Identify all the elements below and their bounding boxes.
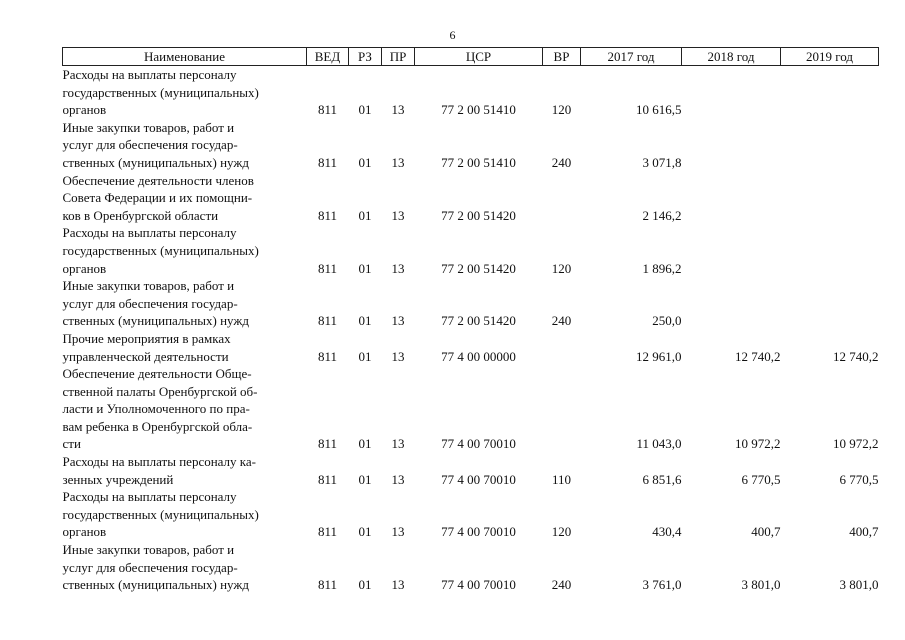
cell-csr: 77 2 00 51420 [441,260,516,276]
header-2019: 2019 год [781,48,879,66]
cell-rz: 01 [358,577,372,593]
cell-csr: 77 4 00 70010 [441,471,516,487]
cell-name: Расходы на выплаты персоналу государственных (муниципальных) органов [62,489,259,540]
cell-name: Расходы на выплаты персоналу государственных (муниципальных) органов [62,225,259,276]
header-name: Наименование [63,48,307,66]
header-ved: ВЕД [307,48,349,66]
cell-rz: 01 [358,471,372,487]
cell-rz: 01 [358,524,372,540]
cell-csr: 77 4 00 70010 [441,436,516,452]
cell-2019 [781,66,879,119]
cell-2018: 400,7 [751,524,781,540]
cell-pr: 13 [391,313,405,329]
cell-2019: 10 972,2 [833,436,879,452]
cell-2019: 400,7 [849,524,879,540]
header-2017: 2017 год [581,48,682,66]
cell-ved: 811 [317,524,338,540]
cell-name: Иные закупки товаров, работ и услуг для обеспечения государ- ственных (муниципальных) нужд [62,278,249,329]
table-row [63,453,879,488]
table-row [63,277,879,330]
cell-name: Иные закупки товаров, работ и услуг для обеспечения государ- ственных (муниципальных) нужд [62,119,249,170]
cell-2017: 6 851,6 [642,471,682,487]
cell-pr: 13 [391,102,405,118]
table-row [63,119,879,172]
cell-rz: 01 [358,154,372,170]
cell-pr: 13 [391,260,405,276]
cell-vr: 120 [551,102,572,118]
cell-2019 [781,119,879,172]
cell-csr: 77 2 00 51420 [441,313,516,329]
table-header-row [63,48,879,66]
cell-vr: 240 [551,313,572,329]
table-body [63,66,879,594]
cell-2017: 3 761,0 [642,577,682,593]
cell-ved: 811 [317,313,338,329]
cell-rz: 01 [358,436,372,452]
table-row [63,541,879,594]
cell-2019 [781,224,879,277]
cell-vr: 240 [551,577,572,593]
cell-2018: 3 801,0 [741,577,781,593]
cell-name: Расходы на выплаты персоналу государственных (муниципальных) органов [62,67,259,118]
cell-rz: 01 [358,260,372,276]
cell-2017: 3 071,8 [642,154,682,170]
cell-ved: 811 [317,207,338,223]
cell-ved: 811 [317,436,338,452]
cell-name: Прочие мероприятия в рамках управленческой деятельности [62,330,231,364]
cell-name: Иные закупки товаров, работ и услуг для обеспечения государ- ственных (муниципальных) нужд [62,542,249,593]
cell-csr: 77 4 00 00000 [441,348,516,364]
cell-pr: 13 [391,577,405,593]
cell-2018: 10 972,2 [735,436,781,452]
cell-2018 [682,172,781,225]
table-row [63,66,879,119]
cell-ved: 811 [317,260,338,276]
cell-name: Обеспечение деятельности членов Совета Федерации и их помощни- ков в Оренбургской области [62,172,254,223]
cell-rz: 01 [358,348,372,364]
cell-vr [543,365,581,453]
cell-csr: 77 2 00 51410 [441,154,516,170]
cell-vr: 240 [551,154,572,170]
cell-pr: 13 [391,348,405,364]
cell-2018 [682,277,781,330]
cell-pr: 13 [391,524,405,540]
header-vr: ВР [543,48,581,66]
cell-ved: 811 [317,348,338,364]
cell-2017: 11 043,0 [636,436,682,452]
cell-ved: 811 [317,154,338,170]
cell-2017: 12 961,0 [636,348,682,364]
cell-csr: 77 2 00 51410 [441,102,516,118]
cell-vr: 120 [551,524,572,540]
cell-2017: 10 616,5 [636,102,682,118]
cell-2018 [682,224,781,277]
cell-vr: 120 [551,260,572,276]
cell-csr: 77 4 00 70010 [441,577,516,593]
header-2018: 2018 год [682,48,781,66]
cell-2017: 2 146,2 [642,207,682,223]
cell-pr: 13 [391,154,405,170]
cell-vr [543,172,581,225]
cell-2019: 6 770,5 [839,471,879,487]
table-row [63,488,879,541]
cell-ved: 811 [317,471,338,487]
page-number: 6 [449,28,456,42]
cell-rz: 01 [358,207,372,223]
cell-2019 [781,172,879,225]
cell-pr: 13 [391,436,405,452]
cell-2018: 12 740,2 [735,348,781,364]
cell-2019: 3 801,0 [839,577,879,593]
cell-name: Обеспечение деятельности Обще- ственной палаты Оренбургской об- ласти и Уполномоченного по пра- вам ребенка в Оренбургской обла- сти [62,366,258,452]
table-row [63,330,879,365]
cell-2018 [682,66,781,119]
table-row [63,224,879,277]
cell-name: Расходы на выплаты персоналу ка- зенных учреждений [62,454,257,487]
cell-rz: 01 [358,313,372,329]
cell-ved: 811 [317,102,338,118]
header-csr: ЦСР [415,48,543,66]
cell-2019: 12 740,2 [833,348,879,364]
table-row [63,172,879,225]
header-rz: РЗ [349,48,382,66]
cell-vr: 110 [551,471,572,487]
cell-rz: 01 [358,102,372,118]
cell-2017: 430,4 [652,524,682,540]
cell-2018: 6 770,5 [741,471,781,487]
cell-ved: 811 [317,577,338,593]
cell-pr: 13 [391,471,405,487]
cell-csr: 77 4 00 70010 [441,524,516,540]
cell-2019 [781,277,879,330]
cell-vr [543,330,581,365]
cell-2017: 250,0 [652,313,682,329]
cell-csr: 77 2 00 51420 [441,207,516,223]
table-row [63,365,879,453]
cell-2017: 1 896,2 [642,260,682,276]
cell-2018 [682,119,781,172]
budget-table [62,47,879,594]
header-pr: ПР [382,48,415,66]
cell-pr: 13 [391,207,405,223]
